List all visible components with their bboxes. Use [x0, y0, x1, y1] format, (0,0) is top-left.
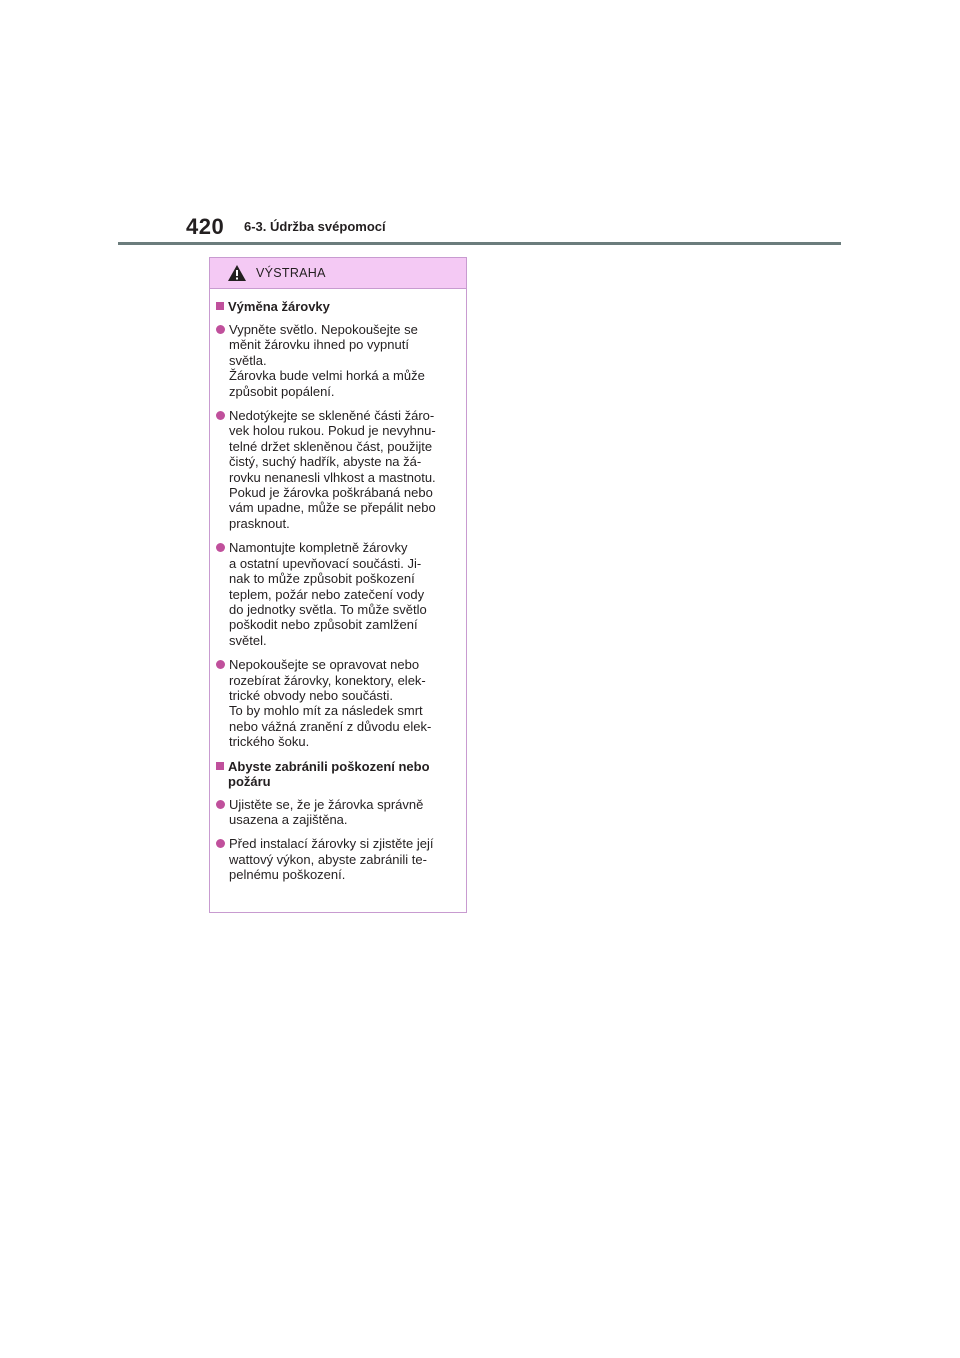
warning-triangle-icon	[227, 264, 247, 282]
list-item	[216, 540, 458, 648]
warning-title: VÝSTRAHA	[256, 266, 326, 280]
header-divider	[118, 242, 841, 245]
square-bullet-icon	[216, 762, 224, 770]
bullet-icon	[216, 839, 225, 848]
section-heading	[216, 759, 458, 789]
list-item-text: Nepokoušejte se opravovat nebo rozebírat žárovky, konektory, elek- trické obvody nebo součásti. To by mohlo mít za následek smrt nebo vážná zranění z důvodu elek- trického šoku.	[229, 657, 432, 750]
section-heading	[216, 299, 458, 314]
bullet-icon	[216, 800, 225, 809]
list-item	[216, 836, 458, 882]
list-item	[216, 408, 458, 531]
warning-header	[210, 258, 466, 289]
list-item-text: Před instalací žárovky si zjistěte její wattový výkon, abyste zabránili te- pelnému poškození.	[229, 836, 434, 883]
bullet-icon	[216, 411, 225, 420]
list-item	[216, 657, 458, 749]
list-item-text: Namontujte kompletně žárovky a ostatní upevňovací součásti. Ji- nak to může způsobit poškození teplem, požár nebo zatečení vody do jednotky světla. To může světlo poškodit nebo způsobit zamlžení světel.	[229, 540, 427, 648]
section-heading-text: Abyste zabránili poškození nebo požáru	[228, 758, 430, 789]
square-bullet-icon	[216, 302, 224, 310]
list-item	[216, 797, 458, 828]
list-item-text: Ujistěte se, že je žárovka správně usazena a zajištěna.	[229, 796, 424, 827]
warning-body	[210, 289, 466, 883]
bullet-icon	[216, 325, 225, 334]
bullet-icon	[216, 543, 225, 552]
bullet-icon	[216, 660, 225, 669]
section-title: 6-3. Údržba svépomocí	[244, 219, 386, 234]
list-item-text: Nedotýkejte se skleněné části žáro- vek holou rukou. Pokud je nevyhnu- telné držet skleněnou část, použijte čistý, suchý hadřík, abyste na žá- rovku nenanesli vlhkost a mastnotu. Pokud je žárovka poškrábaná nebo vám upadne, může se přepálit nebo prasknout.	[229, 408, 436, 531]
warning-box	[209, 257, 467, 913]
section-heading-text: Výměna žárovky	[228, 299, 330, 314]
page-number: 420	[186, 214, 225, 239]
list-item	[216, 322, 458, 399]
list-item-text: Vypněte světlo. Nepokoušejte se měnit žárovku ihned po vypnutí světla. Žárovka bude velmi horká a může způsobit popálení.	[229, 322, 425, 399]
